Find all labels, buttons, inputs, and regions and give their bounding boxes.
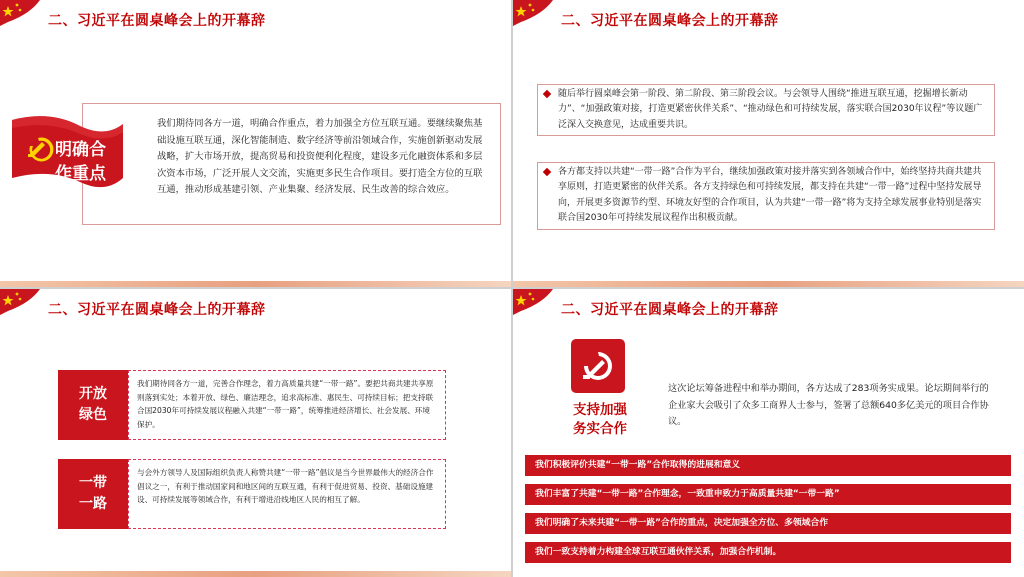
item-box-1 bbox=[128, 370, 446, 440]
label-line-2: 一路 bbox=[79, 496, 107, 512]
heading-line-2: 务实合作 bbox=[573, 421, 627, 437]
point-text: 随后举行圆桌峰会第一阶段、第二阶段、第三阶段会议。与会领导人围绕“推进互联互通，挖掘增长新动力”、“加强政策对接，打造更紧密伙伴关系”、“推动绿色和可持续发展，落实联合国2030年议程”等议题广泛深入交换意见，达成重要共识。 bbox=[558, 89, 983, 130]
red-flag-star-icon bbox=[0, 0, 46, 30]
point-box-1 bbox=[537, 84, 995, 136]
heading-line-1: 支持加强 bbox=[573, 402, 627, 418]
point-box-2 bbox=[537, 162, 995, 230]
slide-3[interactable] bbox=[0, 289, 511, 577]
body-text: 这次论坛筹备进程中和举办期间，各方达成了283项务实成果。论坛期间举行的企业家大会吸引了众多工商界人士参与，签署了总额640多亿美元的项目合作协议。 bbox=[668, 383, 989, 427]
point-text: 各方都支持以共建“一带一路”合作为平台，继续加强政策对接并落实到各领域合作中，始终坚持共商共建共享原则，打造更紧密的伙伴关系。各方支持绿色和可持续发展，都支持在共建“一带一路”过程中坚持发展导向，开展更多资源节约型、环境友好型的合作项目，认为共建“一带一路”将为支持全球发展事业特别是落实联合国2030年可持续发展议程作出积极贡献。 bbox=[558, 167, 982, 224]
page-title: 二、习近平在圆桌峰会上的开幕辞 bbox=[48, 302, 266, 318]
slide-1[interactable] bbox=[0, 0, 511, 287]
slide-2[interactable] bbox=[513, 0, 1024, 287]
page-title: 二、习近平在圆桌峰会上的开幕辞 bbox=[561, 302, 779, 318]
body-text: 我们期待同各方一道，明确合作重点，着力加强全方位互联互通。要继续聚焦基础设施互联互通，深化智能制造、数字经济等前沿领域合作，实施创新驱动发展战略，扩大市场开放，提高贸易和投资便利化程度，建设多元化融资体系和多层次资本市场，广泛开展人文交流，实施更多民生合作项目。要打造全方位的互联互通，推动形成基建引领、产业集聚、经济发展、民生改善的综合效应。 bbox=[157, 118, 483, 195]
banner-label bbox=[55, 138, 125, 186]
banner-line-1: 明确合 bbox=[55, 140, 106, 160]
item-box-2 bbox=[128, 459, 446, 529]
label-belt-road bbox=[58, 459, 128, 529]
bottom-decoration bbox=[0, 571, 511, 577]
bullet-diamond-icon bbox=[543, 168, 551, 176]
item-text: 我们期待同各方一道，完善合作理念，着力高质量共建“一带一路”。要把共商共建共享原则落到实处；本着开放、绿色、廉洁理念，追求高标准、惠民生、可持续目标；把支持联合国2030年可持续发展议程融入共建“一带一路”，统筹推进经济增长、社会发展、环境保护。 bbox=[137, 379, 434, 429]
bottom-decoration bbox=[0, 281, 511, 287]
emblem bbox=[571, 339, 625, 393]
red-flag-star-icon bbox=[513, 0, 559, 30]
bullet-diamond-icon bbox=[543, 90, 551, 98]
label-open-green bbox=[58, 370, 128, 440]
page-title: 二、习近平在圆桌峰会上的开幕辞 bbox=[48, 13, 266, 29]
slide-4[interactable] bbox=[513, 289, 1024, 577]
content-box bbox=[82, 103, 501, 225]
page-title: 二、习近平在圆桌峰会上的开幕辞 bbox=[561, 13, 779, 29]
hammer-sickle-icon bbox=[580, 348, 616, 384]
summary-bar-3: 我们明确了未来共建“一带一路”合作的重点，决定加强全方位、多领域合作 bbox=[525, 513, 1011, 534]
summary-bar-4: 我们一致支持着力构建全球互联互通伙伴关系，加强合作机制。 bbox=[525, 542, 1011, 563]
label-line-2: 绿色 bbox=[79, 407, 107, 423]
bottom-decoration bbox=[513, 281, 1024, 287]
label-line-1: 一带 bbox=[79, 475, 107, 491]
label-line-1: 开放 bbox=[79, 386, 107, 402]
red-flag-star-icon bbox=[513, 289, 559, 319]
banner-line-2: 作重点 bbox=[55, 164, 106, 184]
summary-bar-2: 我们丰富了共建“一带一路”合作理念，一致重申致力于高质量共建“一带一路” bbox=[525, 484, 1011, 505]
summary-bar-1: 我们积极评价共建“一带一路”合作取得的进展和意义 bbox=[525, 455, 1011, 476]
section-heading bbox=[561, 401, 639, 439]
item-text: 与会外方领导人及国际组织负责人称赞共建“一带一路”倡议是当今世界最伟大的经济合作倡议之一，有利于推动国家间和地区间的互联互通，有利于促进贸易、投资、基础设施建设、可持续发展等领域合作，有利于增进沿线地区人民的相互了解。 bbox=[137, 468, 434, 505]
red-flag-star-icon bbox=[0, 289, 46, 319]
